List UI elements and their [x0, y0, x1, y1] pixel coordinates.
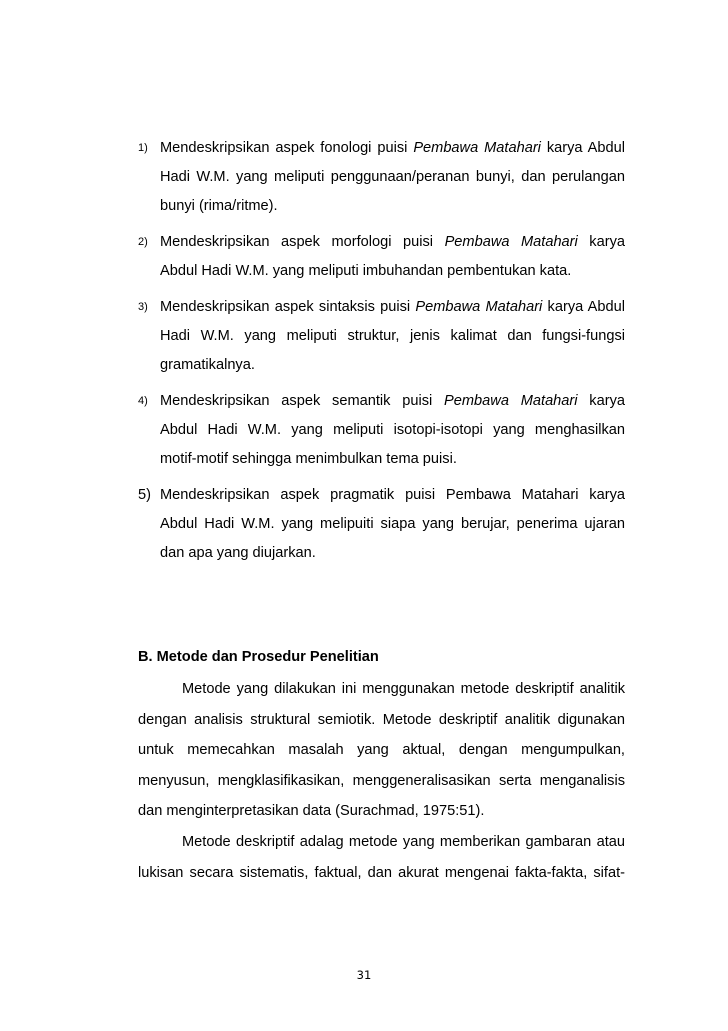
list-line: Hadi W.M. yang meliputi struktur, jenis kalimat dan fungsi-fungsi — [160, 328, 625, 344]
page-number: 31 — [356, 968, 372, 982]
book-title: Pembawa Matahari — [444, 393, 578, 409]
paragraph-line: dengan analisis struktural semiotik. Metode deskriptif analitik digunakan — [138, 711, 625, 728]
section-heading: B. Metode dan Prosedur Penelitian — [138, 649, 379, 665]
book-title: Pembawa Matahari — [415, 299, 543, 315]
list-line: bunyi (rima/ritme). — [160, 198, 278, 214]
list-item — [138, 387, 625, 474]
book-title: Pembawa Matahari — [413, 140, 541, 156]
paragraph-line: lukisan secara sistematis, faktual, dan akurat mengenai fakta-fakta, sifat- — [138, 864, 625, 881]
list-item — [138, 228, 625, 286]
list-line: Mendeskripsikan aspek pragmatik puisi Pembawa Matahari karya — [160, 487, 625, 503]
paragraph-line: untuk memecahkan masalah yang aktual, dengan mengumpulkan, — [138, 742, 625, 758]
list-line: Mendeskripsikan aspek morfologi puisi Pembawa Matahari karya — [160, 234, 625, 250]
paragraph-line: Metode deskriptif adalag metode yang memberikan gambaran atau — [182, 834, 625, 850]
objectives-list — [138, 134, 625, 575]
list-line: Mendeskripsikan aspek semantik puisi Pembawa Matahari karya — [160, 393, 625, 409]
list-number: 2) — [138, 236, 148, 248]
list-item — [138, 134, 625, 221]
list-item — [138, 293, 625, 380]
paragraph — [138, 674, 625, 827]
list-number: 1) — [138, 142, 148, 154]
paragraph-line: Metode yang dilakukan ini menggunakan metode deskriptif analitik — [182, 681, 625, 697]
book-title: Pembawa Matahari — [444, 234, 578, 250]
list-line: Abdul Hadi W.M. yang meliputi isotopi-isotopi yang menghasilkan — [160, 422, 625, 438]
list-number: 4) — [138, 395, 148, 407]
list-line: Abdul Hadi W.M. yang melipuiti siapa yang berujar, penerima ujaran — [160, 516, 625, 532]
list-item — [138, 481, 625, 568]
list-line: Abdul Hadi W.M. yang meliputi imbuhandan pembentukan kata. — [160, 263, 572, 279]
list-line: Hadi W.M. yang meliputi penggunaan/peranan bunyi, dan perulangan — [160, 169, 625, 185]
list-line: Mendeskripsikan aspek sintaksis puisi Pembawa Matahari karya Abdul — [160, 299, 625, 315]
list-number: 3) — [138, 301, 148, 313]
list-line: dan apa yang diujarkan. — [160, 545, 316, 561]
paragraph-line: dan menginterpretasikan data (Surachmad, 1975:51). — [138, 803, 485, 819]
list-line: Mendeskripsikan aspek fonologi puisi Pembawa Matahari karya Abdul — [160, 140, 625, 156]
list-line: gramatikalnya. — [160, 357, 255, 373]
paragraph — [138, 827, 625, 888]
list-line: motif-motif sehingga menimbulkan tema puisi. — [160, 451, 457, 467]
list-number: 5) — [138, 487, 151, 503]
paragraph-line: menyusun, mengklasifikasikan, menggeneralisasikan serta menganalisis — [138, 772, 625, 789]
